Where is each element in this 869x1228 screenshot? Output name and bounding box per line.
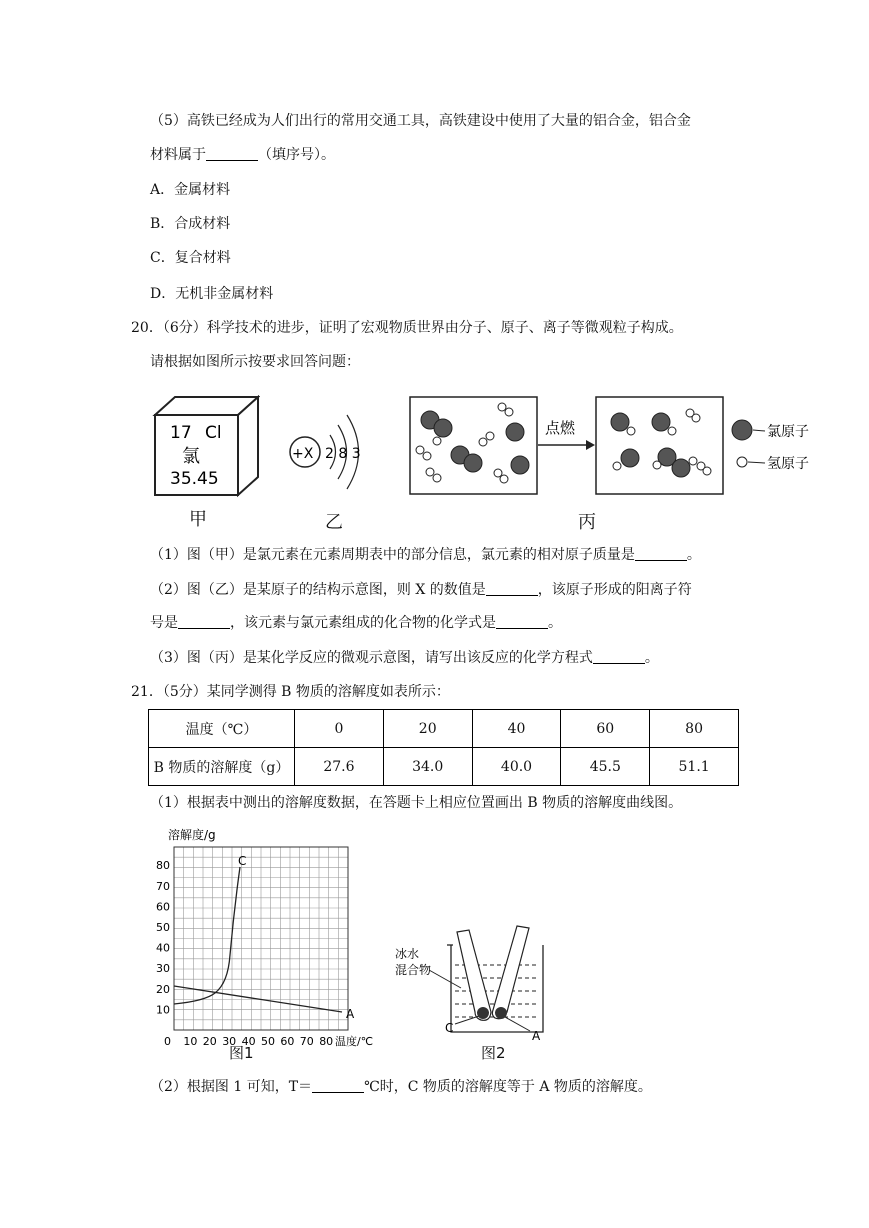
q20-sub1-pre: （1）图（甲）是氯元素在元素周期表中的部分信息，氯元素的相对原子质量是 xyxy=(150,547,635,563)
x-tick-label: 80 xyxy=(319,1035,334,1048)
fig-yi-label: 乙 xyxy=(325,512,343,533)
x-tick-label: 0 xyxy=(164,1035,171,1048)
q21-sub2-post: ℃时，C 物质的溶解度等于 A 物质的溶解度。 xyxy=(364,1079,652,1095)
y-tick-label: 20 xyxy=(156,982,170,996)
x-tick-label: 50 xyxy=(261,1035,275,1048)
x-tick-label: 30 xyxy=(222,1035,237,1048)
q20-sub1-post: 。 xyxy=(686,547,701,563)
option-b: B．合成材料 xyxy=(150,216,231,232)
answer-blank[interactable] xyxy=(635,546,687,561)
y-tick-label: 80 xyxy=(156,859,170,873)
curve-c-label: C xyxy=(238,854,247,868)
x-tick-label: 70 xyxy=(299,1035,314,1048)
q20-sub2-line1 xyxy=(150,580,692,600)
q20-sub2-d: ，该元素与氯元素组成的化合物的化学式是 xyxy=(230,615,496,631)
q19-sub5-line2-pre: 材料属于 xyxy=(150,147,206,163)
x-tick-label: 60 xyxy=(280,1035,295,1048)
element-name: 氯 xyxy=(182,446,200,467)
q20-stem-line1: 20．（6分）科学技术的进步，证明了宏观物质世界由分子、原子、离子等微观粒子构成。 xyxy=(131,320,683,336)
x-tick-label: 10 xyxy=(183,1035,198,1048)
ice-water-label-2: 混合物 xyxy=(395,963,432,977)
x-tick-label: 40 xyxy=(241,1035,256,1048)
answer-blank[interactable] xyxy=(178,614,230,629)
q20-sub3-pre: （3）图（丙）是某化学反应的微观示意图，请写出该反应的化学方程式 xyxy=(150,650,593,666)
table-header-cell: 0 xyxy=(295,710,384,748)
q19-sub5-line2-post: （填序号）。 xyxy=(258,147,335,163)
fig2-label: 图2 xyxy=(481,1044,506,1062)
table-cell: 45.5 xyxy=(561,748,650,786)
graph-xlabel: 温度/℃ xyxy=(335,1035,374,1048)
q20-sub3 xyxy=(150,648,659,668)
table-header-row xyxy=(149,710,739,748)
table-header-cell: 温度（℃） xyxy=(149,710,295,748)
answer-blank[interactable] xyxy=(206,146,258,161)
table-cell: 34.0 xyxy=(383,748,472,786)
answer-blank[interactable] xyxy=(496,614,548,629)
y-tick-label: 70 xyxy=(156,879,170,893)
y-tick-label: 40 xyxy=(156,941,170,955)
q20-sub2-b: ，该原子形成的阳离子符 xyxy=(537,582,692,598)
table-header-cell: 60 xyxy=(561,710,650,748)
fig-jia-label: 甲 xyxy=(189,509,207,530)
table-cell: 51.1 xyxy=(650,748,739,786)
q19-sub5-line2 xyxy=(150,145,335,165)
atomic-number: 17 xyxy=(170,423,192,443)
solubility-table xyxy=(148,709,739,786)
q20-sub2-a: （2）图（乙）是某原子的结构示意图，则 X 的数值是 xyxy=(150,582,486,598)
q19-sub5-line1: （5）高铁已经成为人们出行的常用交通工具，高铁建设中使用了大量的铝合金，铝合金 xyxy=(150,113,691,129)
graph-ylabel: 溶解度/g xyxy=(168,828,216,842)
q20-stem-line2: 请根据如图所示按要求回答问题： xyxy=(150,354,360,370)
atomic-structure-figure xyxy=(285,400,385,500)
table-cell: B 物质的溶解度（g） xyxy=(149,748,295,786)
table-row xyxy=(149,748,739,786)
table-cell: 27.6 xyxy=(295,748,384,786)
fig1-label: 图1 xyxy=(229,1044,254,1062)
option-a: A．金属材料 xyxy=(150,182,231,198)
solubility-curve-graph xyxy=(150,825,390,1060)
answer-blank[interactable] xyxy=(593,649,645,664)
reaction-micro-diagram xyxy=(405,395,845,505)
q20-sub1 xyxy=(150,545,701,565)
beaker-figure xyxy=(395,920,555,1050)
element-symbol: Cl xyxy=(205,423,222,443)
curve-a xyxy=(174,986,342,1012)
fig-bing-label: 丙 xyxy=(578,512,596,533)
legend-chlorine: 氯原子 xyxy=(767,424,809,440)
y-tick-label: 50 xyxy=(156,921,170,934)
atomic-mass: 35.45 xyxy=(170,469,219,489)
q20-sub3-post: 。 xyxy=(644,650,659,666)
y-tick-label: 10 xyxy=(156,1003,170,1017)
reaction-condition: 点燃 xyxy=(545,419,576,437)
q21-sub2 xyxy=(150,1077,652,1097)
table-header-cell: 40 xyxy=(472,710,561,748)
electron-shells: 2 8 3 xyxy=(325,446,361,462)
y-tick-label: 30 xyxy=(156,962,170,976)
option-d: D．无机非金属材料 xyxy=(150,286,274,302)
q21-sub2-pre: （2）根据图 1 可知，T＝ xyxy=(150,1079,313,1095)
answer-blank[interactable] xyxy=(486,581,538,596)
q21-stem: 21．（5分）某同学测得 B 物质的溶解度如表所示： xyxy=(131,684,450,700)
y-tick-label: 60 xyxy=(156,900,170,914)
q20-sub2-line2 xyxy=(150,613,562,633)
q21-sub1: （1）根据表中测出的溶解度数据，在答题卡上相应位置画出 B 物质的溶解度曲线图。 xyxy=(150,795,683,811)
periodic-table-cell-figure xyxy=(150,395,260,500)
table-header-cell: 80 xyxy=(650,710,739,748)
q20-sub2-c: 号是 xyxy=(150,615,178,631)
ice-water-label-1: 冰水 xyxy=(395,947,420,961)
q20-sub2-e: 。 xyxy=(548,615,562,631)
table-cell: 40.0 xyxy=(472,748,561,786)
option-c: C．复合材料 xyxy=(150,250,231,266)
nucleus-label: +X xyxy=(292,446,314,462)
x-tick-label: 20 xyxy=(202,1035,217,1048)
curve-a-label: A xyxy=(346,1007,355,1021)
tube-c-label: C xyxy=(445,1021,454,1035)
answer-blank[interactable] xyxy=(312,1078,364,1093)
legend-hydrogen: 氢原子 xyxy=(767,456,809,472)
tube-a-label: A xyxy=(532,1029,541,1043)
table-header-cell: 20 xyxy=(383,710,472,748)
